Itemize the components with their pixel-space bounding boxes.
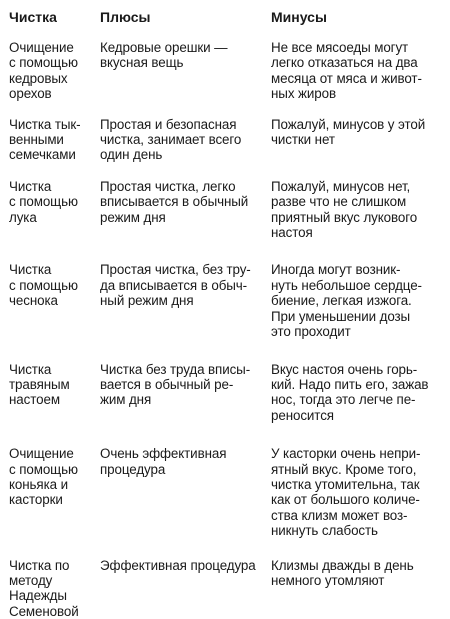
header-cons: Минусы [271,9,327,25]
table-row [5,260,445,359]
cons-cell: Не все мясоеды могут легко отказаться на два месяца от мяса и живот- ных жиров [271,40,422,102]
header-method: Чистка [9,9,57,25]
table-row [5,115,445,177]
method-cell: Чистка тык- венными семечками [9,116,81,163]
pros-cell: Кедровые орешки — вкусная вещь [100,40,228,71]
pros-cell: Простая чистка, легко вписывается в обычный режим дня [100,178,249,225]
method-cell: Чистка по методу Надежды Семеновой [9,557,79,619]
cons-cell: У касторки очень непри- ятный вкус. Кроме того, чистка утомительна, так как от большого количе- ства клизм может воз- никнуть слабость [271,446,421,539]
table-row [5,556,445,619]
method-cell: Очищение с помощью коньяка и касторки [9,446,78,508]
pros-cell: Чистка без труда вписы- вается в обычный ре- жим дня [100,361,251,408]
table-row [5,38,445,115]
table-row [5,360,445,445]
header-row [5,4,445,38]
pros-cell: Простая и безопасная чистка, занимает всего один день [100,116,242,163]
pros-cell: Простая чистка, без тру- да вписывается в обыч- ный режим дня [100,262,251,309]
table-body [5,38,445,619]
method-cell: Чистка травяным настоем [9,361,70,408]
cons-cell: Иногда могут возник- нуть небольшое сердце- биение, легкая изжога. При уменьшении дозы это проходит [271,262,422,340]
method-cell: Чистка с помощью лука [9,178,78,225]
table-header [5,4,445,38]
method-cell: Чистка с помощью чеснока [9,262,78,309]
cons-cell: Пожалуй, минусов у этой чистки нет [271,116,426,148]
table-row [5,444,445,555]
cons-cell: Клизмы дважды в день немного утомляют [271,557,414,588]
cons-cell: Пожалуй, минусов нет, разве что не слишком приятный вкус лукового настоя [271,178,418,241]
cleansing-comparison-table [5,4,445,619]
table-row [5,177,445,261]
header-pros: Плюсы [100,9,151,25]
cons-cell: Вкус настоя очень горь- кий. Надо пить его, зажав нос, тогда это легче пе- реносится [271,361,429,423]
pros-cell: Очень эффективная процедура [100,446,227,477]
method-cell: Очищение с помощью кедровых орехов [9,40,78,102]
pros-cell: Эффективная процедура [100,557,256,573]
